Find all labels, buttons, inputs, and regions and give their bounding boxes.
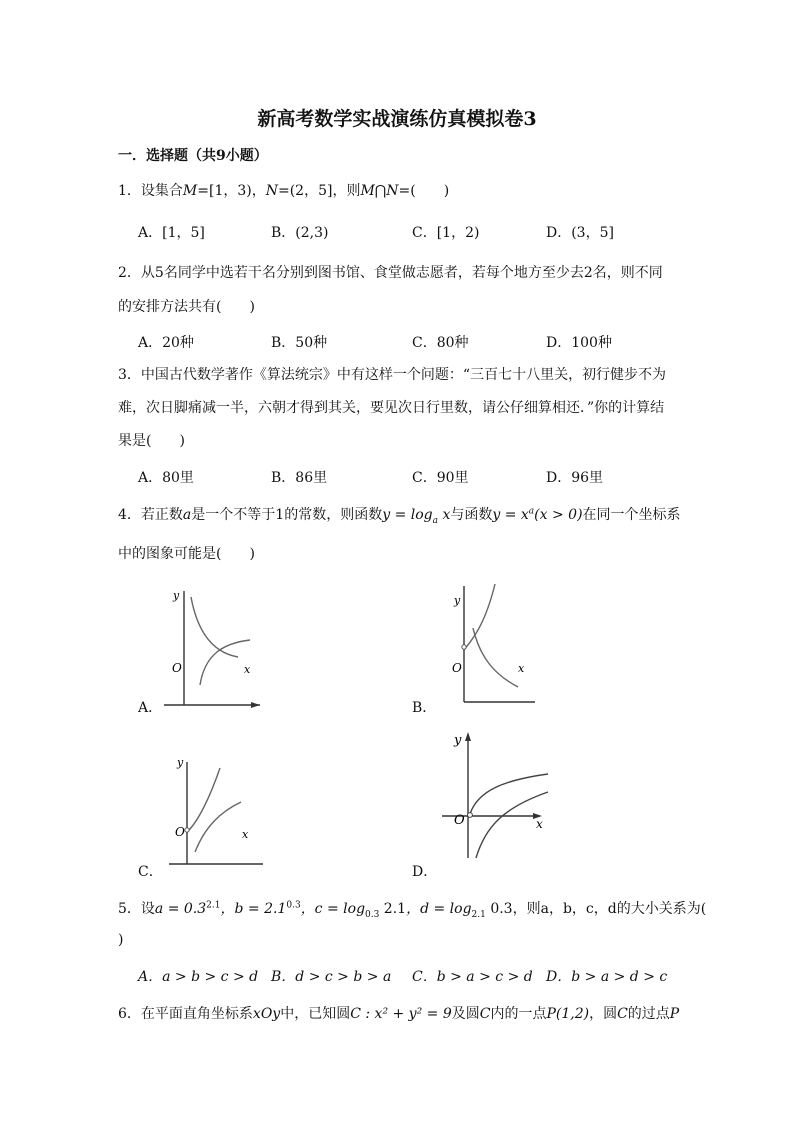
q2-option-b: B．50种	[271, 335, 328, 351]
graph-a-x-label: x	[244, 663, 251, 676]
q4-var-a: a	[182, 507, 192, 523]
q6-text-6: 的过点	[627, 1006, 670, 1022]
q4-power-exponent: a	[528, 506, 535, 517]
q1-option-c: C．[1，2)	[412, 225, 480, 241]
graph-b-curve-1	[464, 584, 495, 650]
q4-option-d: D．	[412, 864, 438, 880]
q4-log-arg: x	[438, 507, 451, 523]
q5-tail: ，则a，b，c，d的大小关系为(	[512, 901, 707, 917]
graph-b-curve-2	[473, 628, 518, 687]
q5-c-def: ，c = log	[300, 901, 366, 917]
q6-text-5: ，圆	[589, 1006, 618, 1022]
graph-a-curve-2	[200, 640, 250, 685]
q5-option-c: C．b > a > c > d	[412, 969, 533, 985]
q3-line-3: 果是( )	[118, 433, 185, 449]
graph-c-y-label: y	[177, 756, 184, 769]
q4-power-function: y = x	[492, 507, 529, 523]
graph-b	[440, 580, 540, 710]
q5-b-exp: 0.3	[286, 900, 301, 911]
graph-c-x-label: x	[242, 828, 249, 841]
q2-line-1: 2．从5名同学中选若干名分别到图书馆、食堂做志愿者，若每个地方至少去2名，则不同	[118, 265, 663, 281]
graph-c-curve-1	[187, 768, 220, 832]
q2-option-a: A．20种	[138, 335, 194, 351]
q2-option-d: D．100种	[546, 335, 612, 351]
q4-line-1	[118, 504, 681, 526]
q4-text-2: 是一个不等于1的常数，则函数	[191, 507, 383, 523]
q4-option-c: C．	[138, 864, 163, 880]
section-heading: 一．选择题（共9小题）	[118, 148, 268, 164]
q3-option-a: A．80里	[138, 470, 194, 486]
graph-a-y-label: y	[173, 589, 180, 602]
graph-d-open-point	[468, 813, 473, 818]
q1-n-def: =(2，5]，则	[277, 183, 361, 199]
q6-circle-equation: C : x² + y² = 9	[350, 1006, 452, 1022]
q5-line-1	[118, 898, 706, 920]
graph-c-open-point	[185, 828, 189, 832]
graph-d-origin-label: O	[454, 813, 465, 828]
q1-answer-blank: =( )	[398, 183, 450, 199]
q5-line-2: )	[118, 932, 124, 948]
q1-set-m: M	[182, 183, 198, 199]
graph-b-x-label: x	[518, 662, 525, 675]
q4-log-function: y = log	[382, 507, 433, 523]
q4-text-4: 在同一个坐标系	[582, 507, 681, 523]
question-1	[118, 180, 449, 200]
q4-text-1: 4．若正数	[118, 507, 183, 523]
graph-b-y-label: y	[454, 594, 461, 607]
q2-option-c: C．80种	[412, 335, 469, 351]
q1-set-m2: M	[360, 183, 375, 199]
q3-line-1: 3．中国古代数学著作《算法统宗》中有这样一个问题：“三百七十八里关，初行健步不为	[118, 367, 667, 383]
q1-set-n: N	[265, 183, 278, 199]
graph-c-origin-label: O	[175, 825, 185, 839]
q1-text: 设集合	[140, 183, 183, 199]
q5-d-base: 2.1	[471, 909, 486, 920]
graph-c-curve-2	[195, 802, 241, 852]
graph-d	[440, 728, 555, 863]
q6-circle-c: C	[479, 1006, 491, 1022]
q5-a-exp: 2.1	[206, 900, 221, 911]
q5-number: 5．设	[118, 901, 155, 917]
q5-a-def: a = 0.3	[154, 901, 207, 917]
graph-d-x-label: x	[536, 817, 543, 831]
q6-text-2: 中，已知圆	[280, 1006, 351, 1022]
q1-set-n2: N	[386, 183, 399, 199]
q3-option-c: C．90里	[412, 470, 469, 486]
graph-a-x-arrow	[251, 702, 260, 708]
q1-m-def: =[1，3)，	[197, 183, 266, 199]
q6-point-p2: P	[669, 1006, 680, 1022]
graph-a-origin-label: O	[172, 661, 182, 675]
q4-text-3: 与函数	[450, 507, 493, 523]
q4-option-a: A．	[138, 700, 163, 716]
q1-number: 1．	[118, 183, 141, 199]
q5-option-a: A．a > b > c > d	[138, 969, 259, 985]
q5-c-base: 0.3	[365, 909, 380, 920]
q2-line-2: 的安排方法共有( )	[118, 299, 255, 315]
graph-d-y-arrow	[465, 732, 471, 741]
q1-option-b: B．(2,3)	[271, 225, 329, 241]
q6-point-p: P(1,2)	[546, 1006, 590, 1022]
q3-option-d: D．96里	[546, 470, 604, 486]
q6-coordinate-system: xOy	[252, 1006, 281, 1022]
graph-a	[160, 585, 265, 710]
q5-option-d: D．b > a > d > c	[546, 969, 668, 985]
q3-line-2: 难，次日脚痛减一半，六朝才得到其关，要见次日行里数，请公仔细算相还．”你的计算结	[118, 400, 665, 416]
graph-a-curve-1	[191, 597, 238, 657]
q5-d-def: ，d = log	[406, 901, 472, 917]
q6-text-4: 内的一点	[490, 1006, 547, 1022]
q1-intersection-symbol: ⋂	[374, 183, 387, 199]
q6-text-1: 6．在平面直角坐标系	[118, 1006, 253, 1022]
graph-d-y-label: y	[454, 733, 462, 748]
q5-d-arg: 0.3	[485, 901, 513, 917]
q5-c-arg: 2.1	[379, 901, 407, 917]
graph-d-curve-1	[470, 774, 548, 814]
page-title: 新高考数学实战演练仿真模拟卷3	[257, 108, 537, 130]
q6-text-3: 及圆	[451, 1006, 480, 1022]
q4-option-b: B．	[412, 700, 437, 716]
q3-option-b: B．86里	[271, 470, 328, 486]
graph-b-open-point	[462, 645, 466, 649]
q1-option-a: A．[1，5]	[138, 225, 205, 241]
q6-line-1	[118, 1003, 679, 1023]
q4-line-2: 中的图象可能是( )	[118, 546, 255, 562]
q4-domain: (x > 0)	[534, 507, 583, 523]
q6-circle-c2: C	[617, 1006, 628, 1022]
q5-b-def: ，b = 2.1	[220, 901, 287, 917]
q5-option-b: B．d > c > b > a	[271, 969, 392, 985]
q4-log-base: a	[432, 515, 438, 526]
graph-c	[165, 752, 265, 870]
graph-b-origin-label: O	[452, 661, 462, 675]
q1-option-d: D．(3，5]	[546, 225, 614, 241]
